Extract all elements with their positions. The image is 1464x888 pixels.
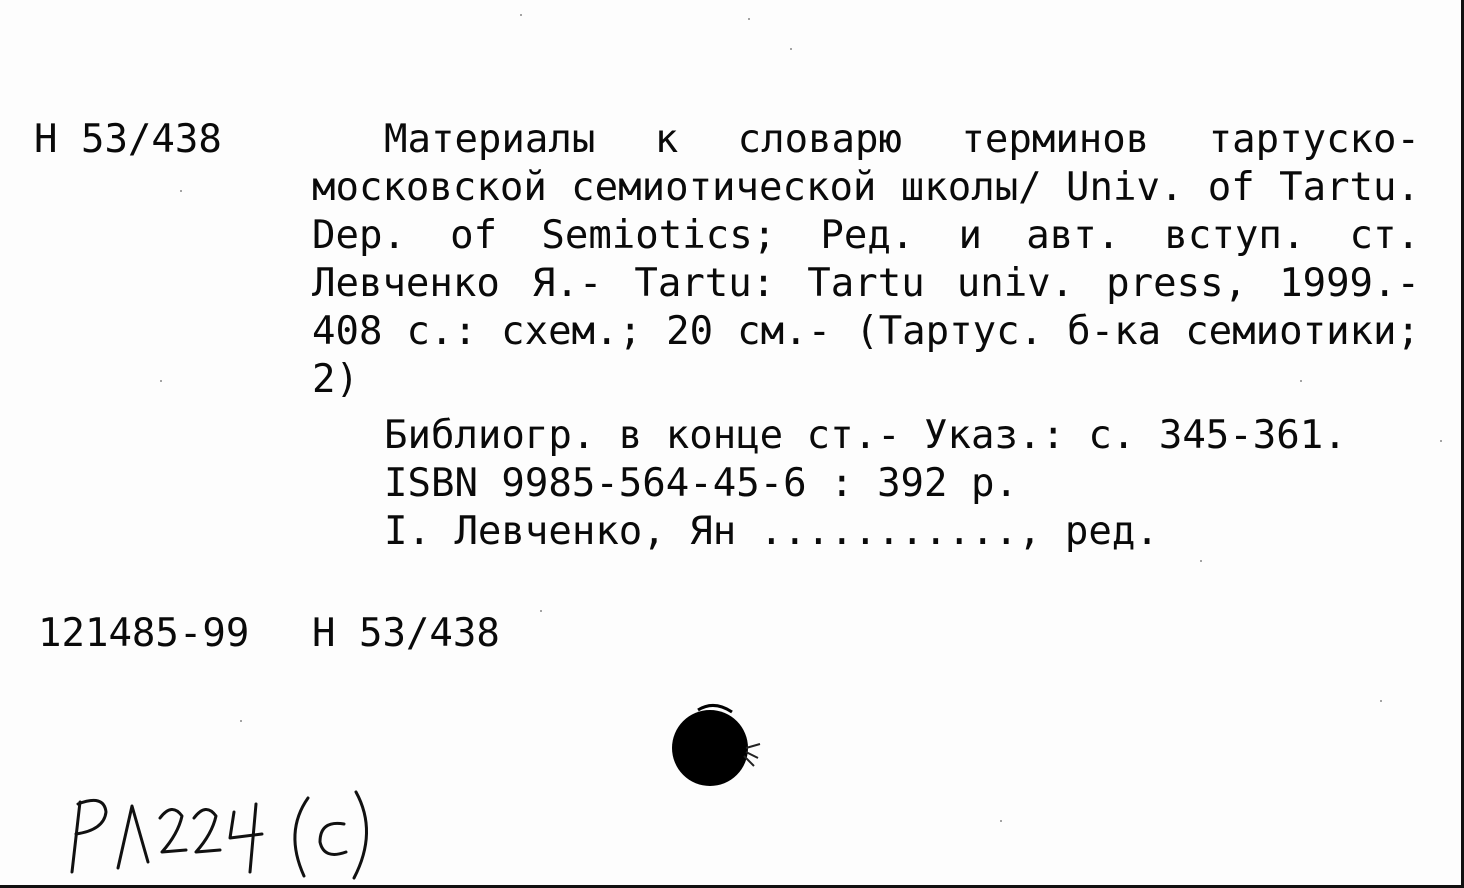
scan-speck [790,48,792,50]
bibliographic-description [312,116,1420,404]
description-text: Материалы к словарю терминов тартуско-московской семиотической школы/ Univ. of Tartu. Dep. of Semiotics; Ред. и авт. вступ. ст. Левченко Я.- Tartu: Tartu univ. press, 1999.- 408 с.: схем.; 20 см.- (Тартус. б-ка семиотики; 2) [312,117,1420,402]
scan-speck [1200,560,1202,562]
punch-hole-icon [662,698,762,798]
scan-speck [1300,380,1302,382]
editor-entry: I. Левченко, Ян ..........., ред. [384,509,1159,554]
scan-speck [1440,440,1442,442]
scan-speck [520,14,522,16]
scan-speck [240,720,242,722]
scan-speck [1380,700,1382,702]
scan-speck [160,380,162,382]
accession-number: 121485-99 [38,611,250,656]
shelf-mark: Н 53/438 [34,117,222,162]
bibliography-note: Библиогр. в конце ст.- Указ.: с. 345-361. [384,413,1347,458]
notes-block [384,412,1347,556]
scan-speck [748,18,750,20]
handwritten-note-icon [58,772,388,882]
isbn-price-note: ISBN 9985-564-45-6 : 392 р. [384,461,1018,506]
scan-speck [1000,820,1002,822]
scan-speck [180,190,182,192]
accession-shelf-mark: Н 53/438 [312,611,500,656]
scan-speck [540,610,542,612]
